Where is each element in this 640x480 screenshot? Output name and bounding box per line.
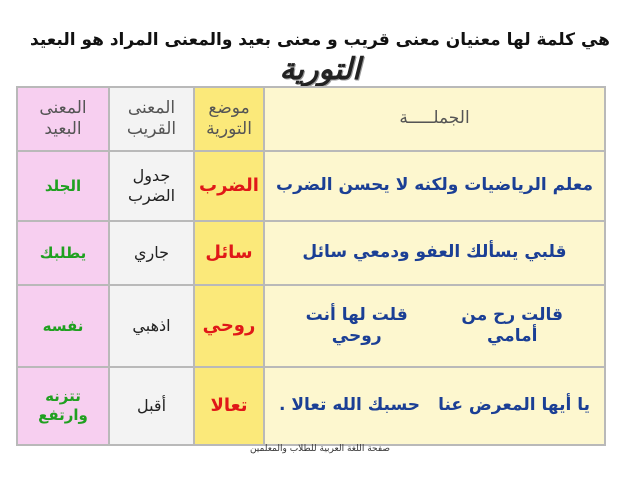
- far-meaning-cell: تتزنه وارتفع: [17, 367, 109, 445]
- near-meaning-cell: جدول الضرب: [109, 151, 194, 221]
- table-row: [17, 367, 605, 445]
- header-far-meaning: المعنى البعيد: [17, 87, 109, 151]
- verse-pair: [269, 395, 600, 416]
- verse-first-half: يا أيها المعرض عنا: [438, 395, 590, 416]
- header-sentence: الجملـــــة: [264, 87, 605, 151]
- verse-pair: [269, 305, 600, 348]
- header-near-meaning: المعنى القريب: [109, 87, 194, 151]
- far-meaning-cell: يطلبك: [17, 221, 109, 285]
- verse-first-half: قالت رح من أمامي: [461, 304, 563, 346]
- far-meaning-cell: الجلد: [17, 151, 109, 221]
- verse-second-half: قلت لها أنت روحي: [305, 304, 408, 346]
- definition-text: هي كلمة لها معنيان معنى قريب و معنى بعيد والمعنى المراد هو البعيد: [30, 30, 610, 50]
- place-cell: تعالا: [194, 367, 264, 445]
- near-meaning-cell: جاري: [109, 221, 194, 285]
- table-row: [17, 221, 605, 285]
- near-meaning-cell: اذهبي: [109, 285, 194, 367]
- tawriya-table: [16, 86, 606, 446]
- verse-second-half: حسبك الله تعالا .: [279, 395, 421, 416]
- page-title: التورية: [279, 52, 361, 87]
- sentence-cell: معلم الرياضيات ولكنه لا يحسن الضرب: [264, 151, 605, 221]
- place-cell: روحي: [194, 285, 264, 367]
- table-row: [17, 151, 605, 221]
- table-row: [17, 285, 605, 367]
- place-cell: الضرب: [194, 151, 264, 221]
- place-cell: سائل: [194, 221, 264, 285]
- far-meaning-cell: نفسه: [17, 285, 109, 367]
- sentence-cell: قلبي يسألك العفو ودمعي سائل: [264, 221, 605, 285]
- header-place: موضع التورية: [194, 87, 264, 151]
- sentence-cell: [264, 285, 605, 367]
- sentence-cell: [264, 367, 605, 445]
- table-header-row: [17, 87, 605, 151]
- near-meaning-cell: أقبل: [109, 367, 194, 445]
- footer-credit: صفحة اللغة العربية للطلاب والمعلمين: [249, 444, 391, 454]
